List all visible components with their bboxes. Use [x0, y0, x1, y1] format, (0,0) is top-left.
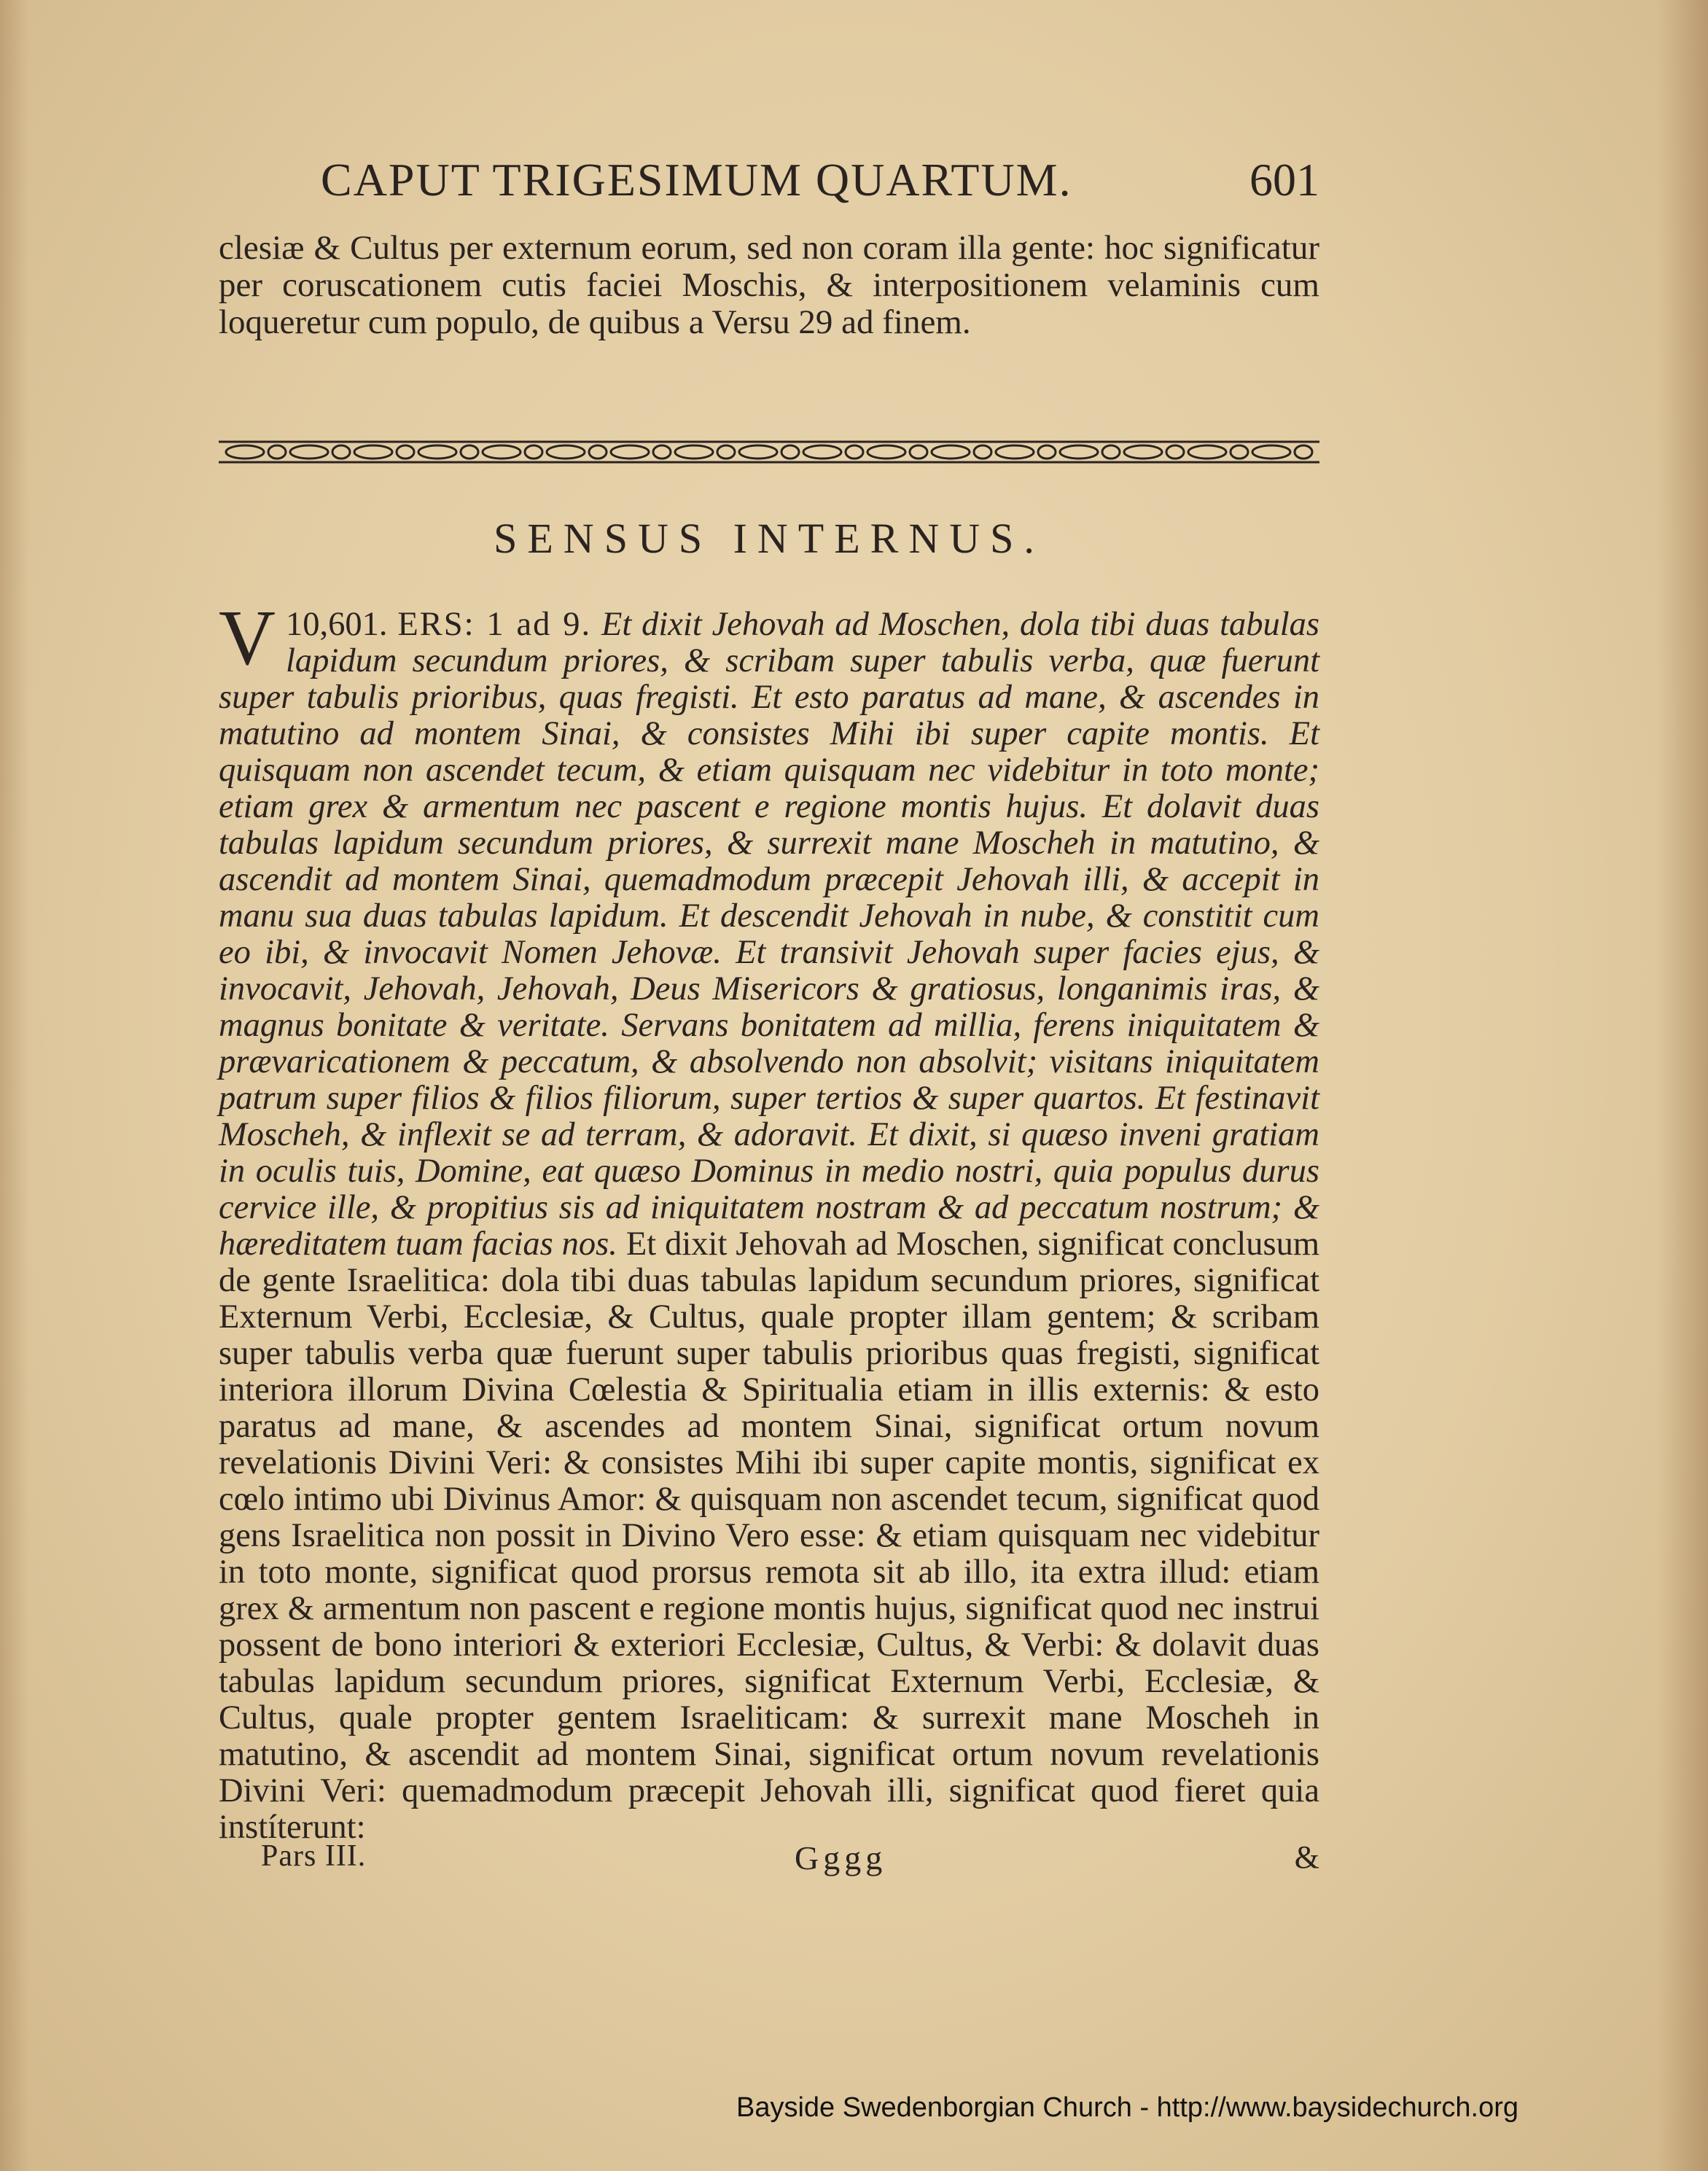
page-edge-shadow-left — [0, 0, 29, 2171]
ornament-bead — [1038, 445, 1056, 459]
ornament-bead — [1124, 445, 1162, 459]
drop-cap: V — [219, 595, 276, 682]
ornament-bead — [1252, 445, 1290, 459]
ornament-bead — [397, 445, 414, 459]
ornament-bead — [461, 445, 478, 459]
part-label: Pars III. — [261, 1839, 367, 1873]
ornament-bead — [268, 445, 286, 459]
ornament-bead — [675, 445, 713, 459]
ornament-bead — [717, 445, 735, 459]
ornamental-divider — [219, 437, 1319, 467]
commentary-text: Et dixit Jehovah ad Moschen, significat conclusum de gente Israelitica: dola tibi duas tabulas lapidum secundum priores, significat Externum Verbi, Ecclesiæ, & Cultus, quale propter illam gentem; & scribam super tabulis verba quæ fuerunt super tabulis prioribus quas fregisti, significat interiora illorum Divina Cœlestia & Spiritualia etiam in illis externis: & esto paratus ad mane, & ascendes ad montem Sinai, significat ortum novum revelationis Divini Veri: & consistes Mihi ibi super capite montis, significat ex cœlo intimo ubi Divinus Amor: & quisquam non ascendet tecum, significat quod gens Israelitica non possit in Divino Vero esse: & etiam quisquam nec videbitur in toto monte, significat quod prorsus remota sit ab illo, ita extra illud: etiam grex & armentum non pascent e regione montis hujus, significat quod nec instrui possent de bono interiori & exteriori Ecclesiæ, Cultus, & Verbi: & dolavit duas tabulas lapidum secundum priores, significat Externum Verbi, Ecclesiæ, & Cultus, quale propter gentem Israeliticam: & surrexit mane Moscheh in matutino, & ascendit ad montem Sinai, significat ortum novum revelationis Divini Veri: quemadmodum præcepit Jehovah illi, significat quod fieret quia instíterunt: — [219, 1225, 1320, 1846]
scripture-quotation: Et dixit Jehovah ad Moschen, dola tibi duas tabulas lapidum secundum priores, & scribam super tabulis verba, quæ fuerunt super tabulis prioribus, quas fregisti. Et esto paratus ad mane, & ascendes in matutino ad montem Sinai, & consistes Mihi ibi super capite montis. Et quisquam non ascendet tecum, & etiam quisquam nec videbitur in toto monte; etiam grex & armentum nec pascent e regione montis hujus. Et dolavit duas tabulas lapidum secundum priores, & surrexit mane Moscheh in matutino, & ascendit ad montem Sinai, quemadmodum præcepit Jehovah illi, & accepit in manu sua duas tabulas lapidum. Et descendit Jehovah in nube, & constitit cum eo ibi, & invocavit Nomen Jehovæ. Et transivit Jehovah super facies ejus, & invocavit, Jehovah, Jehovah, Deus Misericors & gratiosus, longanimis iras, & magnus bonitate & veritate. Servans bonitatem ad millia, ferens iniquitatem & prævaricationem & peccatum, & absolvendo non absolvit; visitans iniquitatem patrum super filios & filios filiorum, super tertios & super quartos. Et festinavit Moscheh, & inflexit se ad terram, & adoravit. Et dixit, si quæso inveni gratiam in oculis tuis, Domine, eat quæso Dominus in medio nostri, quia populus durus cervice ille, & propitius sis ad iniquitatem nostram & ad peccatum nostrum; & hæreditatem tuam facias nos. — [219, 606, 1320, 1263]
ornament-bead — [1102, 445, 1120, 459]
catchword: & — [1294, 1839, 1319, 1875]
ornament-bead — [1188, 445, 1226, 459]
verse-reference: ERS: 1 ad 9. — [397, 606, 592, 643]
ornament-bead — [547, 445, 585, 459]
ornament-bead — [1295, 445, 1312, 459]
ornament-bead — [1166, 445, 1184, 459]
ornament-bead — [781, 445, 799, 459]
ornament-bead — [932, 445, 970, 459]
main-paragraph — [219, 595, 1320, 1846]
ornament-bead — [483, 445, 520, 459]
running-head — [219, 153, 1319, 211]
ornament-bead — [354, 445, 392, 459]
ornament-bead — [332, 445, 350, 459]
ornament-bead — [653, 445, 671, 459]
ornament-bead — [910, 445, 927, 459]
page-footer — [219, 1839, 1319, 1882]
ornament-bead — [867, 445, 905, 459]
page-edge-shadow-right — [1657, 0, 1708, 2171]
paragraph-number: 10,601. — [286, 606, 388, 643]
ornament-bead — [290, 445, 328, 459]
signature-mark: Gggg — [795, 1839, 887, 1876]
continued-paragraph: clesiæ & Cultus per externum eorum, sed non coram illa gente: hoc significatur per coruscationem cutis faciei Moschis, & interpositionem velaminis cum loqueretur cum populo, de quibus a Versu 29 ad finem. — [219, 229, 1319, 341]
section-title: SENSUS INTERNUS. — [494, 515, 1045, 562]
ornament-bead — [226, 445, 264, 459]
ornament-bead — [611, 445, 649, 459]
ornament-bead — [803, 445, 841, 459]
ornament-bead — [974, 445, 991, 459]
ornament-bead — [1231, 445, 1248, 459]
page-number: 601 — [1249, 154, 1319, 206]
ornament-bead — [525, 445, 542, 459]
ornament-bead — [418, 445, 456, 459]
watermark-caption: Bayside Swedenborgian Church - http://www.baysidechurch.org — [736, 2092, 1519, 2123]
ornament-bead — [1060, 445, 1098, 459]
ornament-bead — [739, 445, 777, 459]
ornament-bead — [589, 445, 607, 459]
ornament-bead — [846, 445, 863, 459]
running-head-title: CAPUT TRIGESIMUM QUARTUM. — [321, 154, 1072, 206]
ornament-bead — [996, 445, 1034, 459]
